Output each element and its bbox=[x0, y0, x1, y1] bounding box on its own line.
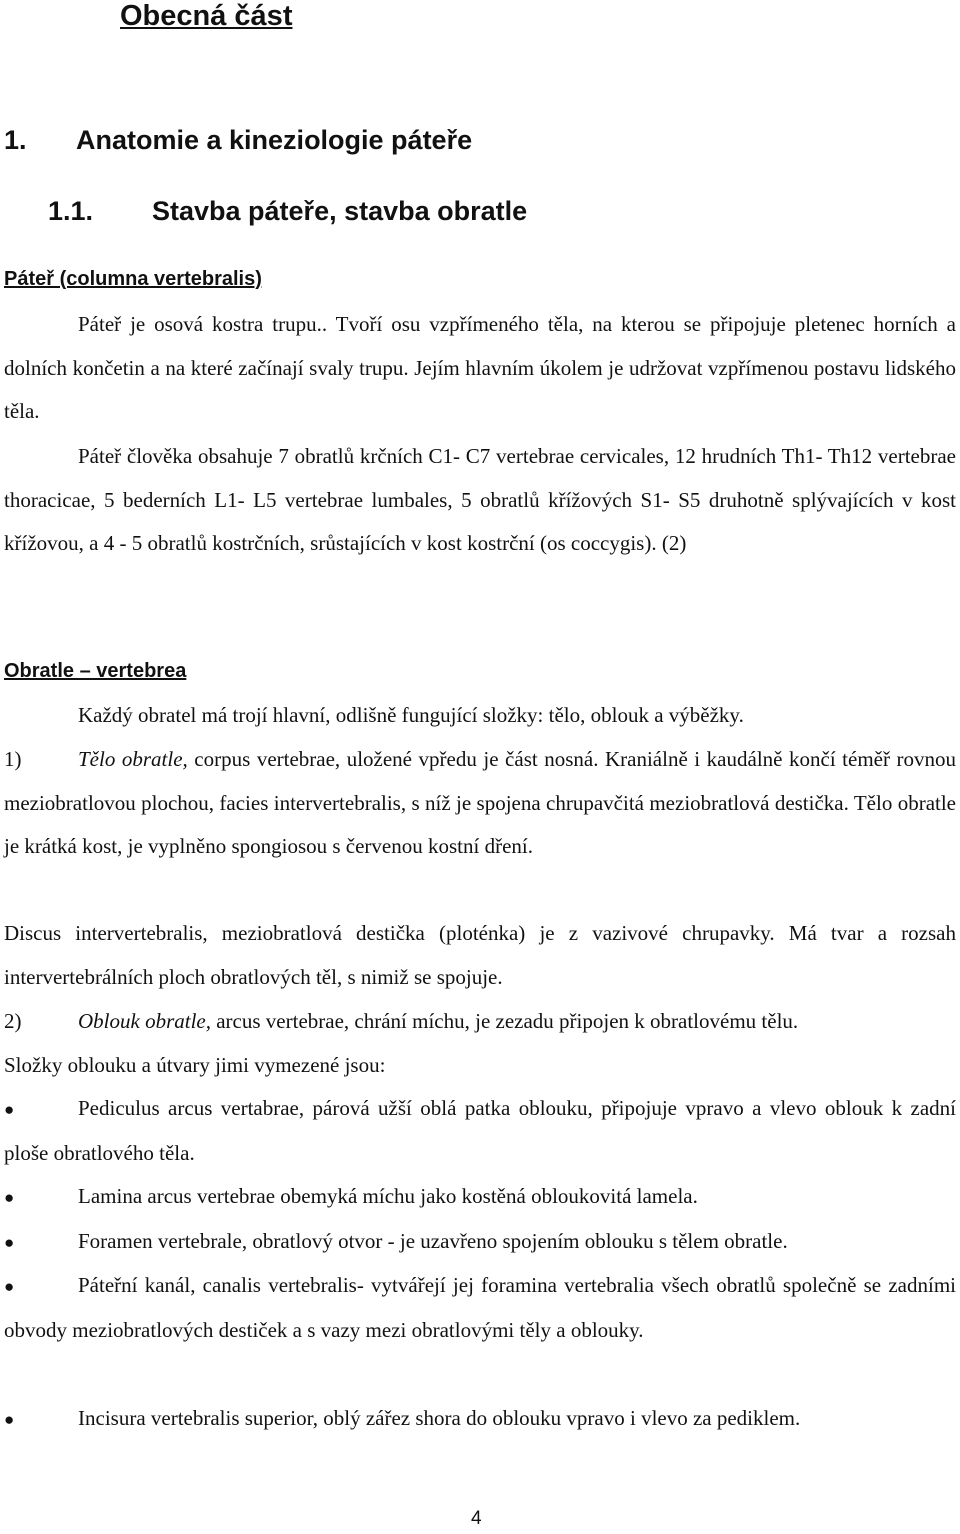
term-arch: Oblouk obratle, bbox=[78, 1009, 211, 1033]
bullet-item bbox=[4, 1397, 956, 1442]
paragraph-vertebra-intro: Každý obratel má trojí hlavní, odlišně fungující složky: tělo, oblouk a výběžky. bbox=[78, 703, 744, 727]
chapter-heading bbox=[4, 125, 472, 156]
bullet-text-incisura: Incisura vertebralis superior, oblý zářez shora do oblouku vpravo i vlevo za pediklem. bbox=[78, 1406, 801, 1430]
list-item-arch bbox=[4, 1000, 956, 1044]
list-item-body bbox=[4, 738, 956, 869]
bullet-item bbox=[4, 1175, 956, 1220]
paragraph-spine-definition: Páteř je osová kostra trupu.. Tvoří osu vzpřímeného těla, na kterou se připojuje pletenec horních a dolních končetin a na které začínají svaly trupu. Jejím hlavním úkolem je udržovat vzpřímenou postavu lidského těla. bbox=[4, 312, 956, 423]
bullet-item bbox=[4, 1220, 956, 1265]
text-body: corpus vertebrae, uložené vpředu je část nosná. Kraniálně i kaudálně končí téměř rovnou meziobratlovou plochou, facies intervertebralis, s níž je spojena chrupavčitá meziobratlová destička. Tělo obratle je krátká kost, je vyplněno spongiosou s červenou kostní dření. bbox=[4, 747, 957, 858]
text-arch: arcus vertebrae, chrání míchu, je zezadu připojen k obratlovému tělu. bbox=[210, 1009, 799, 1033]
bullet-item bbox=[4, 1264, 956, 1352]
bullet-text-foramen: Foramen vertebrale, obratlový otvor - je uzavřeno spojením oblouku s tělem obratle. bbox=[78, 1229, 788, 1253]
bullet-item bbox=[4, 1087, 956, 1175]
page-number: 4 bbox=[471, 1508, 482, 1529]
list-marker-1: 1) bbox=[4, 747, 22, 771]
bullet-text-lamina: Lamina arcus vertebrae obemyká míchu jako kostěná obloukovitá lamela. bbox=[78, 1184, 698, 1208]
subheading-vertebra: Obratle – vertebrea bbox=[4, 660, 187, 682]
paragraph-spine-composition: Páteř člověka obsahuje 7 obratlů krčních C1- C7 vertebrae cervicales, 12 hrudních Th1- Th12 vertebrae thoracicae, 5 bederních L1- L5 vertebrae lumbales, 5 obratlů křížových S1- S5 druhotně splývajících v kost křížovou, a 4 - 5 obratlů kostrčních, srůstajících v kost kostrční (os coccygis). (2) bbox=[4, 444, 956, 555]
bullet-icon: ● bbox=[4, 1188, 15, 1207]
list-marker-2: 2) bbox=[4, 1009, 22, 1033]
term-body: Tělo obratle, bbox=[78, 747, 188, 771]
page-title: Obecná část bbox=[120, 0, 293, 32]
bullet-icon: ● bbox=[4, 1233, 15, 1252]
chapter-title: Anatomie a kineziologie páteře bbox=[76, 125, 473, 155]
section-number: 1.1. bbox=[48, 196, 94, 226]
section-title: Stavba páteře, stavba obratle bbox=[152, 196, 528, 226]
paragraph-discus: Discus intervertebralis, meziobratlová destička (ploténka) je z vazivové chrupavky. Má tvar a rozsah intervertebrálních ploch obratlových těl, s nimiž se spojuje. bbox=[4, 921, 956, 989]
bullet-icon: ● bbox=[4, 1410, 15, 1429]
bullet-icon: ● bbox=[4, 1277, 15, 1296]
section-heading bbox=[48, 196, 527, 227]
bullet-icon: ● bbox=[4, 1100, 15, 1119]
subheading-spine: Páteř (columna vertebralis) bbox=[4, 268, 262, 290]
bullet-text-pediculus: Pediculus arcus vertabrae, párová užší oblá patka oblouku, připojuje vpravo a vlevo oblouk k zadní ploše obratlového těla. bbox=[4, 1096, 956, 1165]
paragraph-components: Složky oblouku a útvary jimi vymezené jsou: bbox=[4, 1053, 386, 1077]
chapter-number: 1. bbox=[4, 125, 27, 155]
bullet-text-canalis: Páteřní kanál, canalis vertebralis- vytvářejí jej foramina vertebralia všech obratlů společně se zadními obvody meziobratlových destiček a s vazy mezi obratlovými těly a oblouky. bbox=[4, 1273, 956, 1342]
